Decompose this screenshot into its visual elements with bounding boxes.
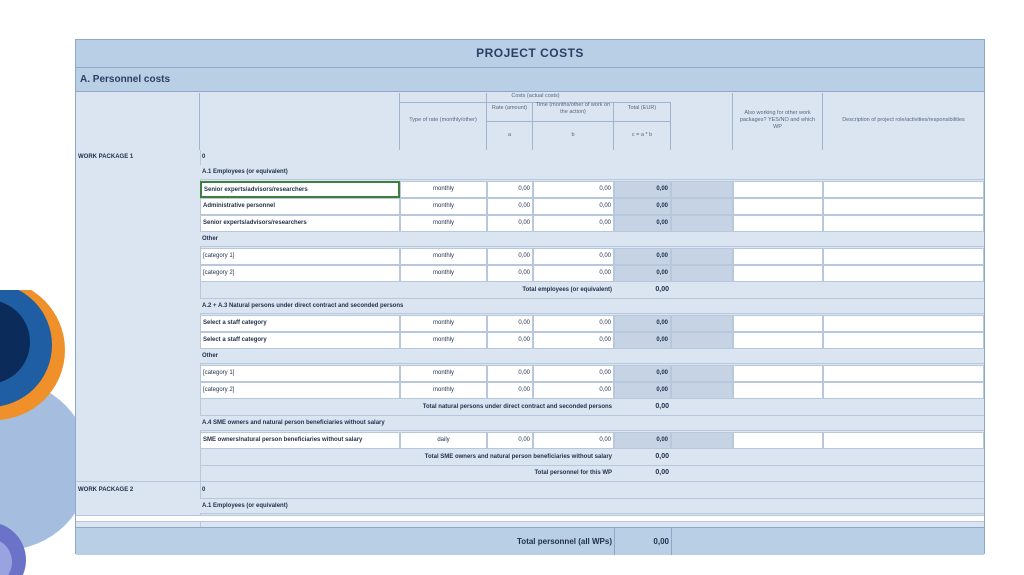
a4-title: A.4 SME owners and natural person beneficiaries without salary: [200, 416, 984, 431]
a1-row3-also-working[interactable]: [733, 215, 823, 232]
a1-row2-blank: [671, 198, 733, 215]
header-blank: [671, 93, 733, 150]
a2-other1-rate-type[interactable]: monthly: [400, 365, 487, 382]
a1-row2-category-cell[interactable]: Administrative personnel: [200, 198, 400, 215]
section-title: A. Personnel costs: [76, 68, 984, 92]
a1-other2-rate-type[interactable]: monthly: [400, 265, 487, 282]
header-time-sym: b: [533, 122, 614, 150]
a2-other1-time[interactable]: 0,00: [533, 365, 614, 382]
header-type-of-rate: Type of rate (monthly/other): [400, 93, 487, 150]
a4-row-category-cell[interactable]: SME owners/natural person beneficiaries without salary: [200, 432, 400, 449]
a1-row2-rate[interactable]: 0,00: [487, 198, 533, 215]
a2-row1-category-cell[interactable]: Select a staff category: [200, 315, 400, 332]
grand-total-label: Total personnel (all WPs): [517, 537, 612, 546]
a2-total-label: Total natural persons under direct contract and seconded persons: [422, 404, 612, 410]
a2-row2-time[interactable]: 0,00: [533, 332, 614, 349]
a2-row2-rate-type[interactable]: monthly: [400, 332, 487, 349]
a1-other2-description[interactable]: [823, 265, 984, 282]
a2-other2-rate-type[interactable]: monthly: [400, 382, 487, 399]
a1-row3-rate[interactable]: 0,00: [487, 215, 533, 232]
decorative-circles: [0, 290, 80, 575]
wp-total-label: Total personnel for this WP: [534, 470, 612, 476]
a2-other2-description[interactable]: [823, 382, 984, 399]
header-rate: Rate (amount): [487, 102, 533, 122]
a2-total-value: 0,00: [655, 403, 669, 410]
a1-other2-also-working[interactable]: [733, 265, 823, 282]
a1-row3-blank: [671, 215, 733, 232]
sheet-title: PROJECT COSTS: [76, 40, 984, 68]
a2-other2-also-working[interactable]: [733, 382, 823, 399]
a1-other2-total: 0,00: [614, 265, 671, 282]
a2-other1-category-cell[interactable]: [category 1]: [200, 365, 400, 382]
header-costs-group: Costs (actual costs): [400, 93, 671, 103]
a1-row1-also-working[interactable]: [733, 181, 823, 198]
a1-other1-total: 0,00: [614, 248, 671, 265]
wp2-value: 0: [202, 487, 206, 493]
a1-row2-also-working[interactable]: [733, 198, 823, 215]
a1-row3-category-cell[interactable]: Senior experts/advisors/researchers: [200, 215, 400, 232]
a4-total-label: Total SME owners and natural person beneficiaries without salary: [424, 454, 612, 460]
a4-row-time[interactable]: 0,00: [533, 432, 614, 449]
a1-other2-time[interactable]: 0,00: [533, 265, 614, 282]
a1-title: A.1 Employees (or equivalent): [200, 165, 984, 180]
a2-other1-description[interactable]: [823, 365, 984, 382]
a2-other-label: Other: [200, 349, 984, 364]
wp1-label: WORK PACKAGE 1: [78, 154, 134, 160]
a1-row2-total: 0,00: [614, 198, 671, 215]
a2-row2-category-cell[interactable]: Select a staff category: [200, 332, 400, 349]
a2-other2-total: 0,00: [614, 382, 671, 399]
a1-row1-category-cell[interactable]: Senior experts/advisors/researchers: [200, 181, 400, 198]
a1-row1-time[interactable]: 0,00: [533, 181, 614, 198]
a1-other1-time[interactable]: 0,00: [533, 248, 614, 265]
wp1-value: 0: [202, 154, 206, 160]
wp2-label: WORK PACKAGE 2: [78, 487, 134, 493]
header-description: Description of project role/activities/responsibilities: [842, 117, 965, 123]
a1-row1-blank: [671, 181, 733, 198]
a1-row2-description[interactable]: [823, 198, 984, 215]
a2-row1-rate[interactable]: 0,00: [487, 315, 533, 332]
a2-other1-blank: [671, 365, 733, 382]
a2-other2-blank: [671, 382, 733, 399]
a1-other1-rate[interactable]: 0,00: [487, 248, 533, 265]
wp-total-value: 0,00: [655, 469, 669, 476]
a1-row3-rate-type[interactable]: monthly: [400, 215, 487, 232]
a1-row3-description[interactable]: [823, 215, 984, 232]
a2-other1-rate[interactable]: 0,00: [487, 365, 533, 382]
a1-other1-description[interactable]: [823, 248, 984, 265]
a2-row2-description[interactable]: [823, 332, 984, 349]
a2-row1-total: 0,00: [614, 315, 671, 332]
wp2-a1-title: A.1 Employees (or equivalent): [200, 499, 984, 514]
header-time: Time (months/other of work on the action): [533, 102, 614, 122]
a4-row-rate-type[interactable]: daily: [400, 432, 487, 449]
a1-row3-total: 0,00: [614, 215, 671, 232]
a2-row1-blank: [671, 315, 733, 332]
a1-total-label: Total employees (or equivalent): [522, 287, 612, 293]
a1-row2-rate-type[interactable]: monthly: [400, 198, 487, 215]
header-category-col: [200, 93, 400, 150]
a1-other2-category-cell[interactable]: [category 2]: [200, 265, 400, 282]
a2-title: A.2 + A.3 Natural persons under direct contract and seconded persons: [200, 299, 984, 314]
a2-row1-rate-type[interactable]: monthly: [400, 315, 487, 332]
a4-total-value: 0,00: [655, 453, 669, 460]
a4-row-blank: [671, 432, 733, 449]
grand-total-row: [76, 527, 984, 555]
a2-row2-rate[interactable]: 0,00: [487, 332, 533, 349]
a2-row1-description[interactable]: [823, 315, 984, 332]
a1-other-label: Other: [200, 232, 984, 247]
header-total-sym: c = a * b: [614, 122, 671, 150]
a4-row-also-working[interactable]: [733, 432, 823, 449]
a2-row2-also-working[interactable]: [733, 332, 823, 349]
a1-other1-category-cell[interactable]: [category 1]: [200, 248, 400, 265]
a2-other1-also-working[interactable]: [733, 365, 823, 382]
a1-other2-rate[interactable]: 0,00: [487, 265, 533, 282]
a1-other1-blank: [671, 248, 733, 265]
a4-row-rate[interactable]: 0,00: [487, 432, 533, 449]
a1-row1-rate-type[interactable]: monthly: [400, 181, 487, 198]
a2-other2-time[interactable]: 0,00: [533, 382, 614, 399]
a1-row3-time[interactable]: 0,00: [533, 215, 614, 232]
a2-other1-total: 0,00: [614, 365, 671, 382]
a1-other2-blank: [671, 265, 733, 282]
a4-row-description[interactable]: [823, 432, 984, 449]
a2-row1-time[interactable]: 0,00: [533, 315, 614, 332]
header-total: Total (EUR): [614, 102, 671, 122]
grand-total-value: 0,00: [653, 537, 669, 546]
a2-other2-rate[interactable]: 0,00: [487, 382, 533, 399]
spreadsheet: [75, 39, 985, 554]
header-rate-sym: a: [487, 122, 533, 150]
a1-total-value: 0,00: [655, 286, 669, 293]
a1-row1-total: 0,00: [614, 181, 671, 198]
header-also-working: Also working for other work packages? YES/NO and which WP: [733, 93, 823, 150]
a2-row1-also-working[interactable]: [733, 315, 823, 332]
a1-row1-description[interactable]: [823, 181, 984, 198]
a2-row2-blank: [671, 332, 733, 349]
a4-row-total: 0,00: [614, 432, 671, 449]
header-label-col: [76, 93, 200, 150]
a1-other1-also-working[interactable]: [733, 248, 823, 265]
a2-other2-category-cell[interactable]: [category 2]: [200, 382, 400, 399]
a1-other1-rate-type[interactable]: monthly: [400, 248, 487, 265]
a1-row2-time[interactable]: 0,00: [533, 198, 614, 215]
a2-row2-total: 0,00: [614, 332, 671, 349]
a1-row1-rate[interactable]: 0,00: [487, 181, 533, 198]
